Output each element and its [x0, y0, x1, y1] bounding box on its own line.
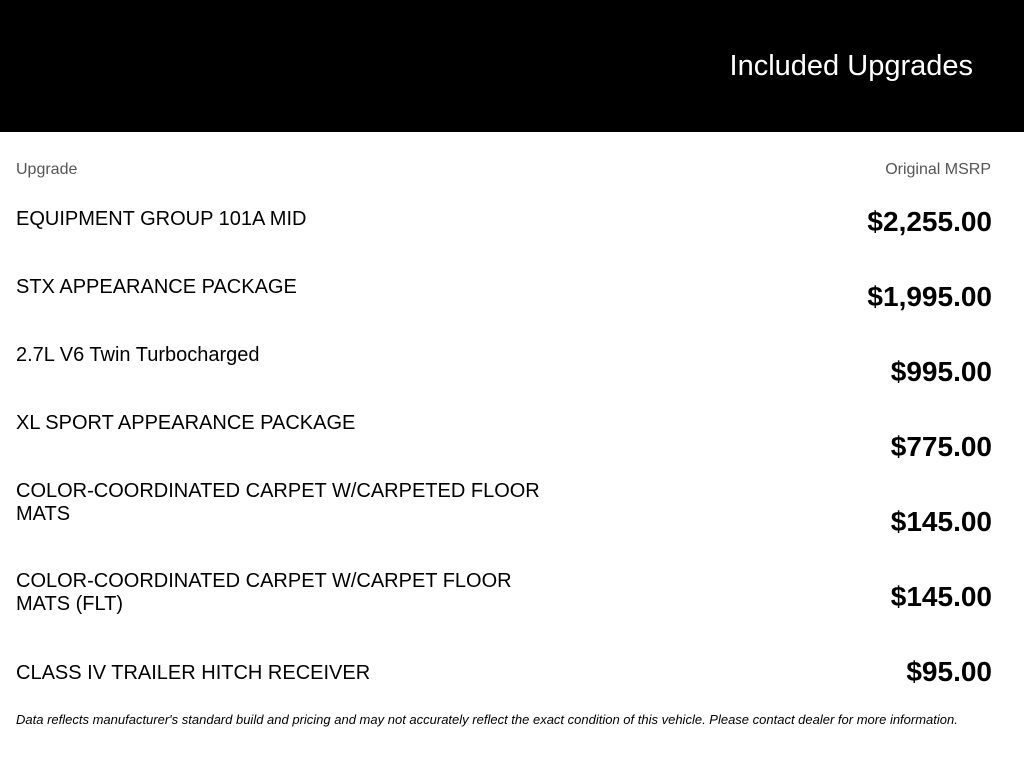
upgrade-price: $95.00: [906, 656, 992, 687]
upgrade-name: XL SPORT APPEARANCE PACKAGE: [16, 412, 356, 434]
upgrade-name: EQUIPMENT GROUP 101A MID: [16, 208, 307, 230]
upgrade-price: $2,255.00: [867, 206, 992, 237]
upgrade-price: $145.00: [890, 581, 992, 612]
header-banner: [0, 0, 1024, 132]
upgrade-price: $995.00: [890, 356, 992, 387]
page-title: Included Upgrades: [729, 50, 973, 82]
column-header-upgrade: Upgrade: [16, 161, 78, 178]
upgrade-name: 2.7L V6 Twin Turbocharged: [16, 344, 260, 366]
column-header-msrp: Original MSRP: [885, 161, 991, 178]
upgrade-price: $1,995.00: [867, 281, 992, 312]
upgrade-name: COLOR-COORDINATED CARPET W/CARPETED FLOOR MATS: [16, 480, 540, 525]
upgrade-name: STX APPEARANCE PACKAGE: [16, 276, 297, 298]
upgrade-name: COLOR-COORDINATED CARPET W/CARPET FLOOR MATS (FLT): [16, 570, 512, 615]
upgrade-price: $145.00: [890, 506, 992, 537]
upgrade-price: $775.00: [890, 431, 992, 462]
disclaimer-text: Data reflects manufacturer's standard build and pricing and may not accurately reflect the exact condition of this vehicle. Please contact dealer for more information.: [16, 712, 958, 727]
upgrade-name: CLASS IV TRAILER HITCH RECEIVER: [16, 662, 371, 684]
